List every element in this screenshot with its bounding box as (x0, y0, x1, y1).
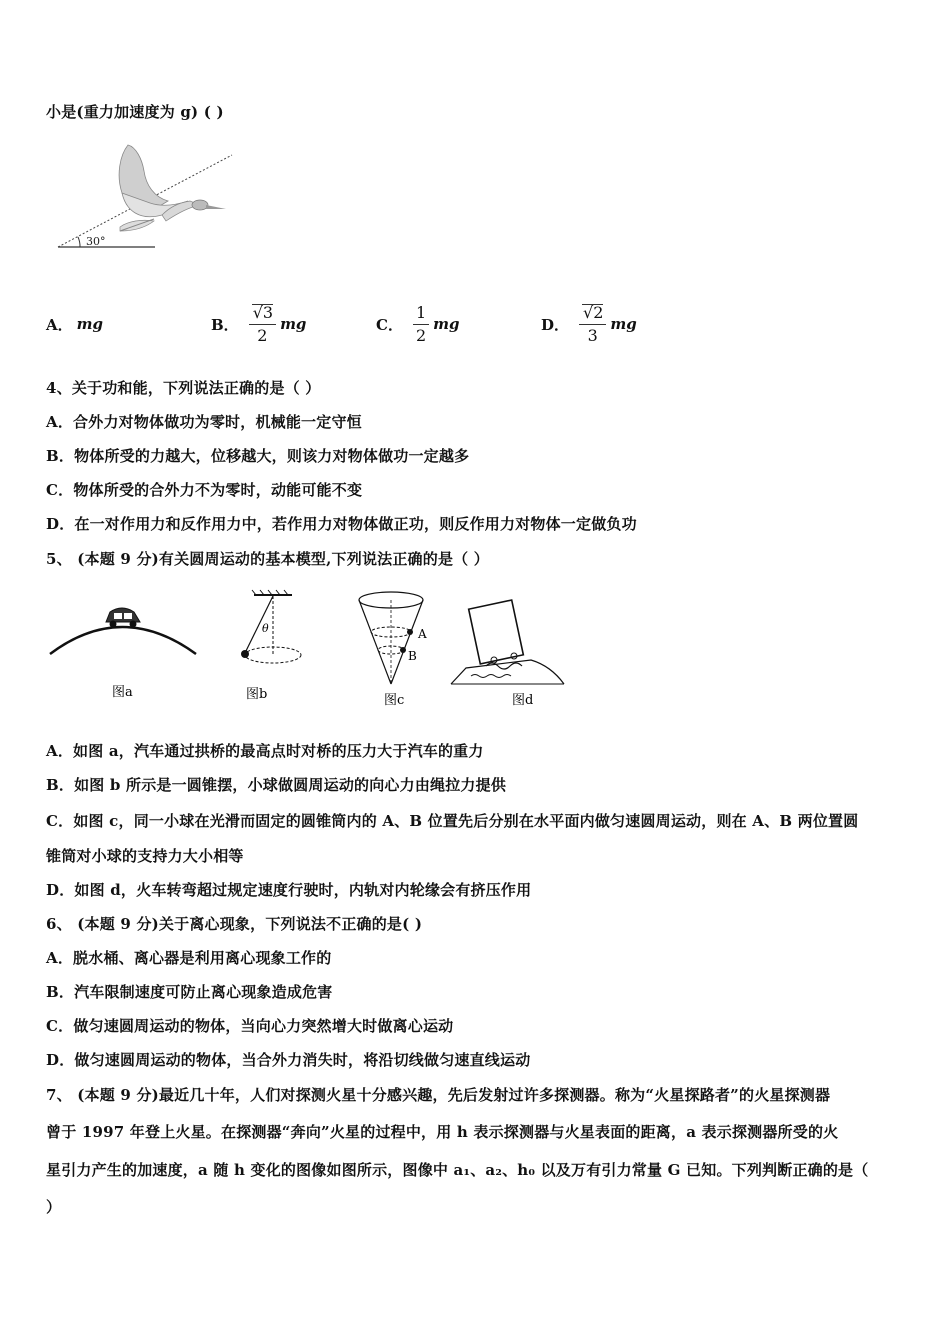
q6-option-a[interactable]: A．脱水桶、离心器是利用离心现象工作的 (46, 949, 332, 967)
option-letter: A． (46, 315, 73, 334)
figure-b-caption: 图b (246, 687, 268, 702)
figure-d-train (451, 600, 564, 708)
q4-option-d[interactable]: D．在一对作用力和反作用力中，若作用力对物体做正功，则反作用力对物体一定做负功 (46, 515, 637, 533)
ground (451, 660, 564, 684)
q6-option-d[interactable]: D．做匀速圆周运动的物体，当合外力消失时，将沿切线做匀速直线运动 (46, 1051, 531, 1069)
theta-label: θ (262, 622, 269, 635)
point-b-label: B (408, 649, 417, 663)
q7-stem-line3: 星引力产生的加速度，a 随 h 变化的图像如图所示，图像中 a₁、a₂、h₀ 以及万有引力常量 G 已知。下列判断正确的是（ (46, 1161, 869, 1179)
q5-option-b[interactable]: B．如图 b 所示是一圆锥摆，小球做圆周运动的向心力由绳拉力提供 (46, 776, 507, 794)
bird-icon (119, 145, 226, 231)
option-value: mg (76, 315, 104, 333)
option-letter: B． (211, 315, 239, 334)
car-icon (106, 608, 140, 628)
q5-option-d[interactable]: D．如图 d，火车转弯超过规定速度行驶时，内轨对内轮缘会有挤压作用 (46, 881, 532, 899)
q3-options (46, 296, 646, 352)
q4-stem: 4、关于功和能，下列说法正确的是（ ） (46, 379, 321, 397)
angle-label: 30° (86, 235, 106, 248)
option-value: mg (433, 315, 460, 333)
option-value: mg (280, 315, 307, 333)
q3-stem-tail: 小是(重力加速度为 g) ( ) (46, 103, 224, 121)
figure-d-caption: 图d (512, 693, 534, 708)
circular-motion-figures (46, 588, 586, 716)
q5-stem: 5、 (本题 9 分)有关圆周运动的基本模型,下列说法正确的是（ ） (46, 550, 489, 568)
angle-arc (78, 237, 80, 247)
q5-option-a[interactable]: A．如图 a，汽车通过拱桥的最高点时对桥的压力大于汽车的重力 (46, 742, 484, 760)
option-value: mg (610, 315, 637, 333)
fraction (249, 303, 276, 346)
q5-option-c-line2[interactable]: 锥筒对小球的支持力大小相等 (46, 847, 244, 865)
figure-a-caption: 图a (112, 685, 133, 700)
q7-stem-line1: 7、 (本题 9 分)最近几十年，人们对探测火星十分感兴趣，先后发射过许多探测器。称为“火星探路者”的火星探测器 (46, 1086, 831, 1104)
denominator: 2 (257, 325, 268, 345)
q4-option-b[interactable]: B．物体所受的力越大，位移越大，则该力对物体做功一定越多 (46, 447, 470, 465)
q5-option-c-line1[interactable]: C．如图 c，同一小球在光滑而固定的圆锥筒内的 A、B 位置先后分别在水平面内做匀速圆周运动，则在 A、B 两位置圆 (46, 812, 859, 830)
figure-c-cone (359, 592, 427, 708)
figure-c-caption: 图c (384, 693, 405, 708)
q4-option-a[interactable]: A．合外力对物体做功为零时，机械能一定守恒 (46, 413, 362, 431)
figure-b-conical-pendulum (241, 590, 301, 702)
q6-stem: 6、 (本题 9 分)关于离心现象，下列说法不正确的是( ) (46, 915, 423, 933)
bridge-arch (50, 627, 196, 654)
fraction (413, 303, 429, 346)
numerator: √3 (252, 302, 274, 322)
q3-option-b[interactable] (211, 296, 306, 352)
numerator: 1 (413, 303, 429, 325)
q4-option-c[interactable]: C．物体所受的合外力不为零时，动能可能不变 (46, 481, 363, 499)
figure-a-arch-bridge (50, 608, 196, 700)
numerator: √2 (583, 302, 604, 322)
point-a-label: A (418, 627, 427, 641)
q7-stem-line2: 曾于 1997 年登上火星。在探测器“奔向”火星的过程中，用 h 表示探测器与火星表面的距离，a 表示探测器所受的火 (46, 1123, 839, 1141)
bird-incline-figure (50, 135, 240, 255)
fraction (579, 303, 606, 346)
q6-option-b[interactable]: B．汽车限制速度可防止离心现象造成危害 (46, 983, 333, 1001)
option-letter: D． (541, 315, 570, 334)
q3-option-d[interactable] (541, 296, 637, 352)
string (245, 596, 273, 653)
q7-stem-line4: ） (46, 1198, 62, 1216)
orbit-ellipse (245, 647, 301, 663)
q6-option-c[interactable]: C．做匀速圆周运动的物体，当向心力突然增大时做离心运动 (46, 1017, 454, 1035)
ball (241, 650, 249, 658)
option-letter: C． (376, 315, 403, 334)
denominator: 3 (587, 325, 598, 345)
denominator: 2 (415, 325, 427, 345)
q3-option-c[interactable] (376, 296, 460, 352)
q3-option-a[interactable] (46, 296, 103, 352)
train-car (469, 600, 524, 664)
